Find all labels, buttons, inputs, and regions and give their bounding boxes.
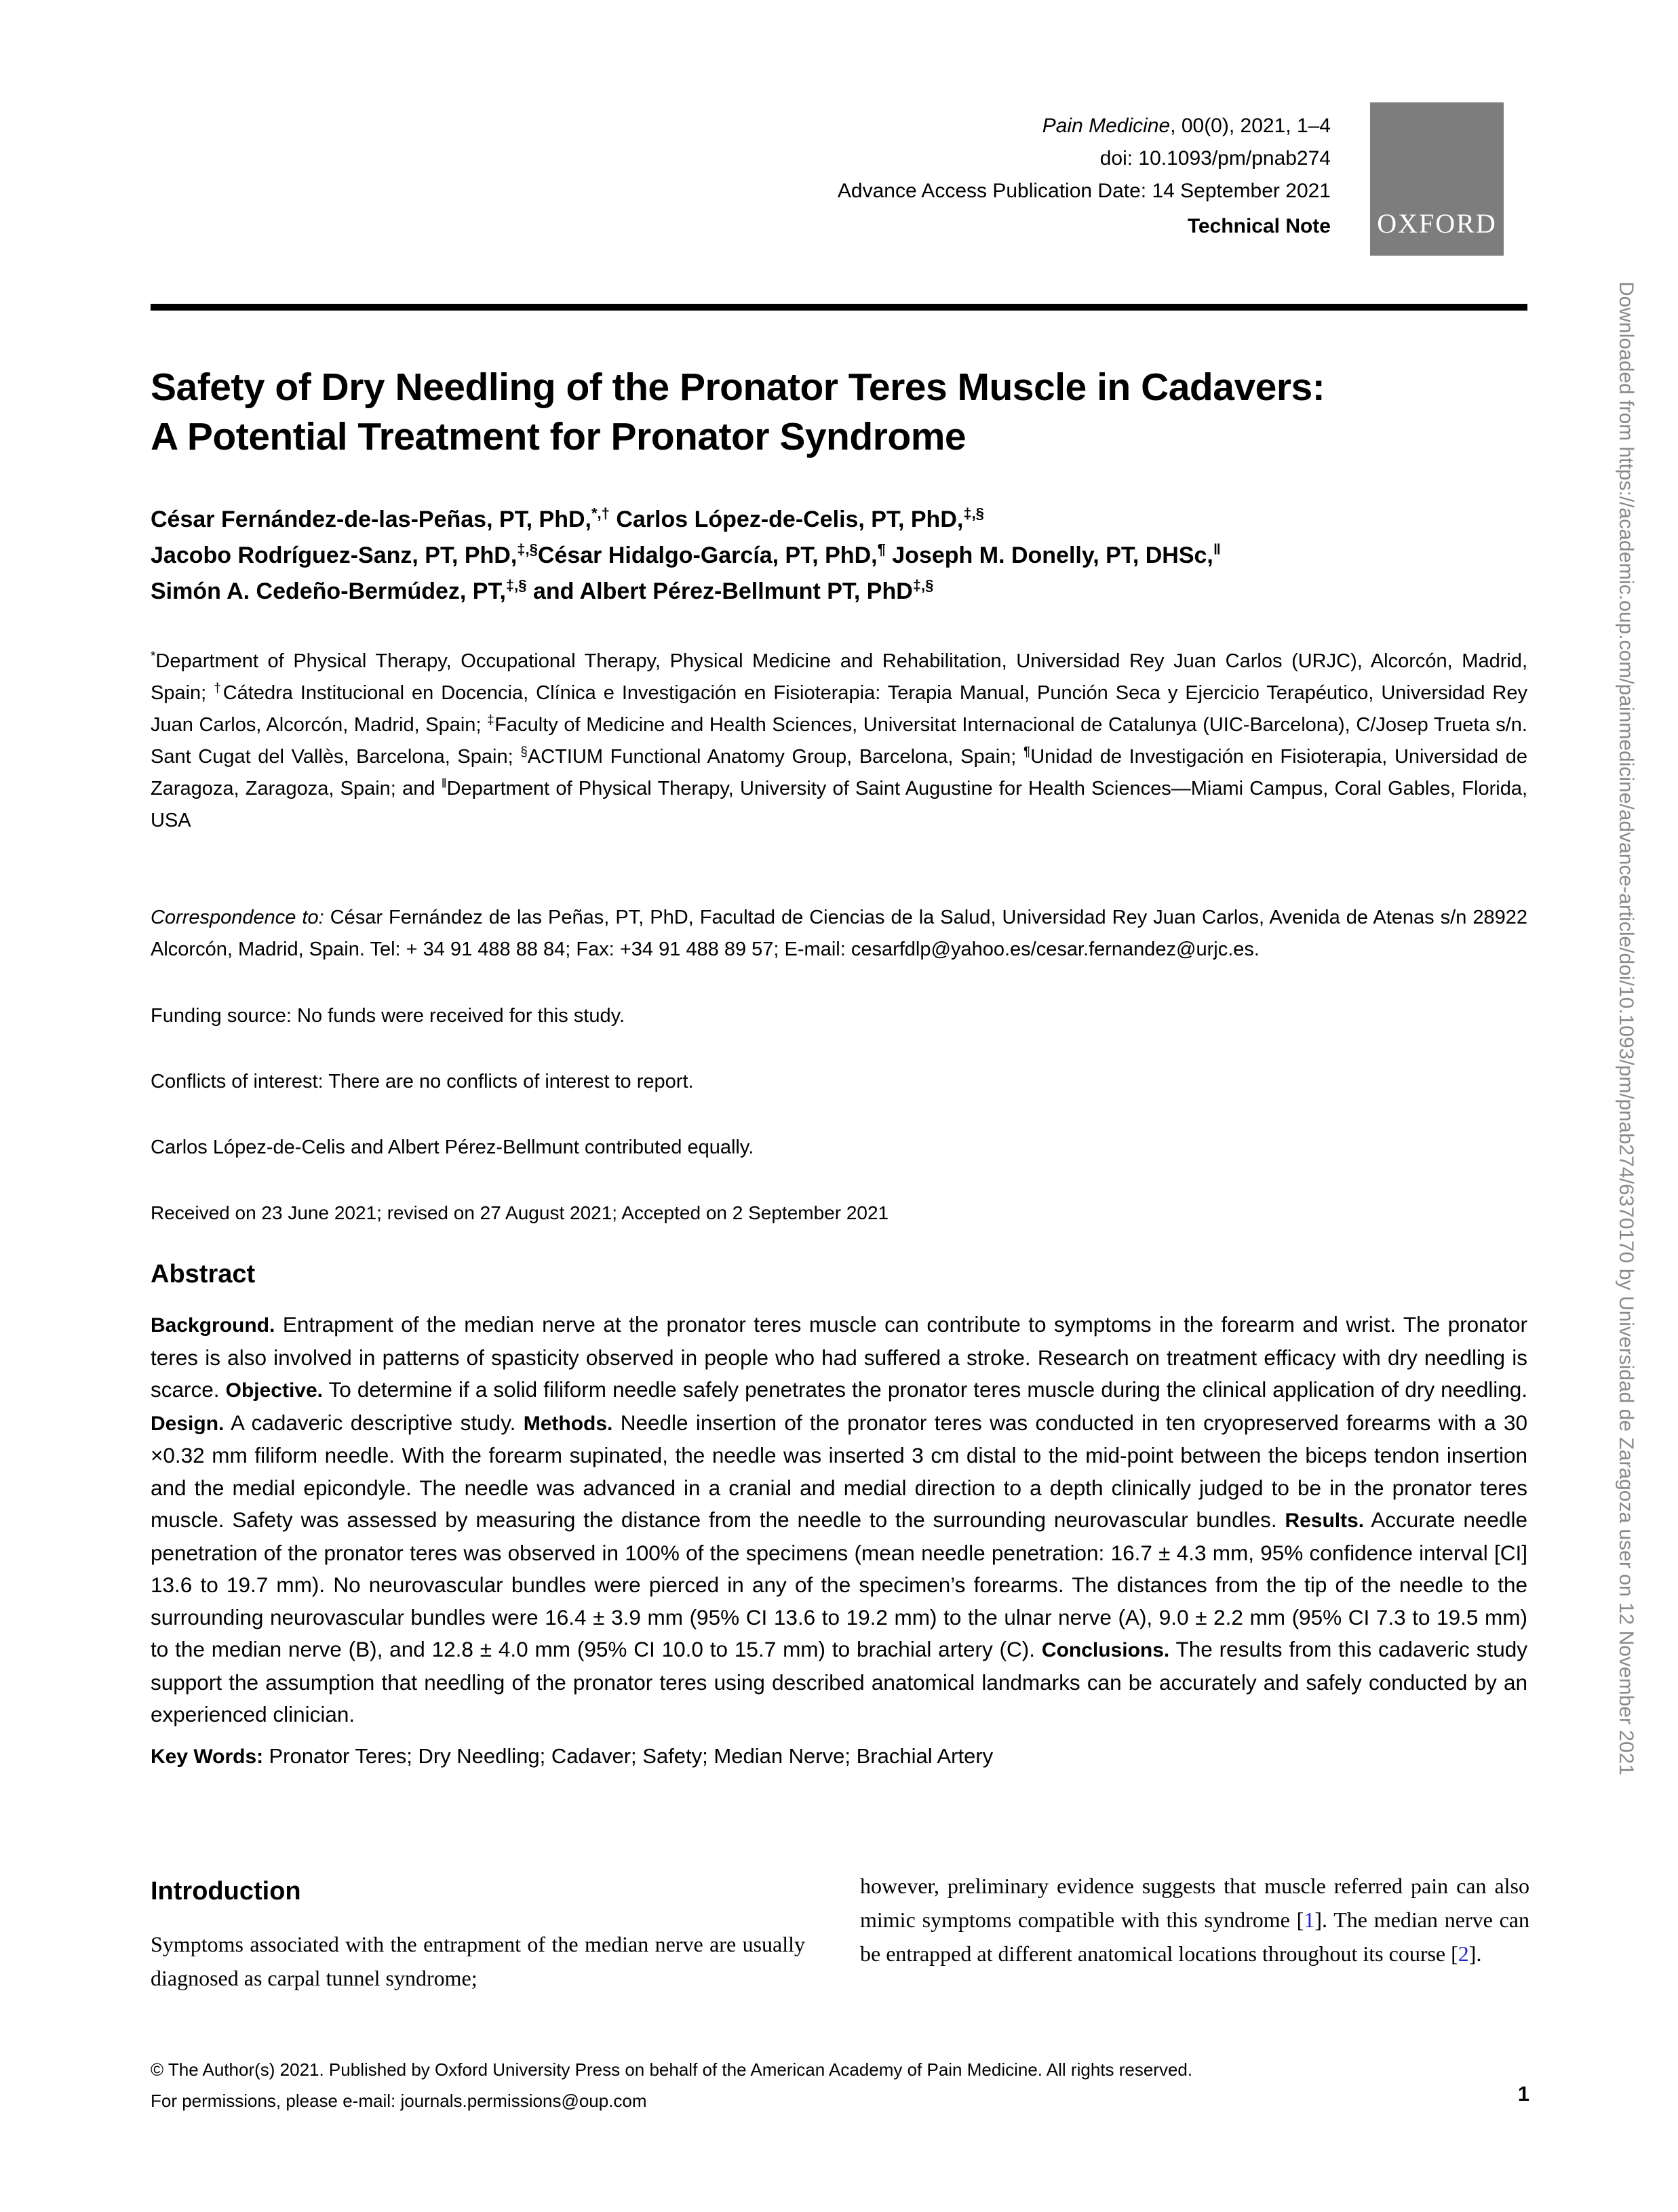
- author-name: Jacobo Rodríguez-Sanz, PT, PhD,: [151, 542, 518, 568]
- author-name: César Hidalgo-García, PT, PhD,: [537, 542, 878, 568]
- intro-text: ].: [1468, 1941, 1482, 1966]
- journal-issue-info: , 00(0), 2021, 1–4: [1170, 115, 1331, 137]
- affiliation-text: ACTIUM Functional Anatomy Group, Barcelona, Spain;: [527, 746, 1023, 768]
- author-line-3: [151, 574, 1527, 610]
- author-affil-marker: ‡,§: [963, 505, 984, 522]
- page-number: 1: [1517, 2082, 1529, 2106]
- abstract-section-label: Background.: [151, 1314, 275, 1337]
- keywords-label: Key Words:: [151, 1745, 269, 1768]
- abstract-section-label: Methods.: [523, 1412, 613, 1435]
- affiliation-text: Department of Physical Therapy, Occupational Therapy, Physical Medicine and Rehabilitation, Universidad Rey Juan Carlos (URJC), Alcorcón, Madrid, Spain;: [151, 650, 1527, 704]
- abstract-section-text: To determine if a solid filiform needle safely penetrates the pronator teres muscle during the clinical application of dry needling.: [323, 1377, 1527, 1402]
- author-affil-marker: ‡,§: [517, 540, 538, 558]
- abstract-text: [151, 1309, 1527, 1731]
- abstract-section-text: Needle insertion of the pronator teres was conducted in ten cryopreserved forearms with a 30 ×0.32 mm filiform needle. With the forearm supinated, the needle was inserted 3 cm distal to the mid-point between the biceps tendon insertion and the medial epicondyle. The needle was advanced in a cranial and medial direction to a depth clinically judged to be in the pronator teres muscle. Safety was assessed by measuring the distance from the needle to the surrounding neurovascular bundles.: [151, 1410, 1528, 1532]
- correspondence: [151, 902, 1527, 966]
- title-line-2: A Potential Treatment for Pronator Syndrome: [151, 415, 967, 458]
- affiliation-marker: ‡: [487, 713, 495, 728]
- copyright-line: © The Author(s) 2021. Published by Oxford University Press on behalf of the American Academy of Pain Medicine. All rights reserved.: [151, 2059, 1193, 2080]
- affiliation-text: Unidad de Investigación en Fisioterapia, Universidad de Zaragoza, Zaragoza, Spain; and: [151, 746, 1527, 799]
- oxford-logo: [1370, 102, 1504, 256]
- abstract-section-text: A cadaveric descriptive study.: [224, 1410, 524, 1435]
- author-line-2: [151, 538, 1527, 574]
- received-dates-note: Received on 23 June 2021; revised on 27 August 2021; Accepted on 2 September 2021: [151, 1202, 889, 1223]
- abstract-section-text: The results from this cadaveric study support the assumption that needling of the pronator teres using described anatomical landmarks can be accurately and safely conducted by an experienced clinician.: [151, 1637, 1528, 1726]
- affiliation-marker: §: [520, 745, 528, 759]
- author-list: [151, 502, 1527, 610]
- keywords-text: Pronator Teres; Dry Needling; Cadaver; Safety; Median Nerve; Brachial Artery: [269, 1744, 994, 1768]
- author-name: Simón A. Cedeño-Bermúdez, PT,: [151, 578, 506, 604]
- affiliation-marker: ¶: [1023, 745, 1031, 759]
- advance-access-line: Advance Access Publication Date: 14 September 2021: [837, 180, 1331, 202]
- author-affil-marker: ‡,§: [912, 576, 934, 594]
- correspondence-label: Correspondence to:: [151, 907, 330, 928]
- abstract-section-text: Accurate needle penetration of the pronator teres was observed in 100% of the specimens (mean needle penetration: 16.7 ± 4.3 mm, 95% confidence interval [CI] 13.6 to 19.7 mm). No neurovascular bundles were pierced in any of the specimen’s forearms. The distances from the tip of the needle to the surrounding neurovascular bundles were 16.4 ± 3.9 mm (95% CI 13.6 to 19.2 mm) to the ulnar nerve (A), 9.0 ± 2.2 mm (95% CI 7.3 to 19.5 mm) to the median nerve (B), and 12.8 ± 4.0 mm (95% CI 10.0 to 15.7 mm) to brachial artery (C).: [151, 1507, 1527, 1661]
- permissions-line: For permissions, please e-mail: journals.permissions@oup.com: [151, 2091, 647, 2111]
- author-affil-marker: ‡,§: [505, 576, 527, 594]
- intro-left-column: Symptoms associated with the entrapment of the median nerve are usually diagnosed as carpal tunnel syndrome;: [151, 1932, 805, 1990]
- download-watermark: Downloaded from https://academic.oup.com/painmedicine/advance-article/doi/10.1093/pm/pnab274/6370170 by Universidad de Zaragoza user on 12 November 2021: [1615, 281, 1637, 1776]
- citation-link-1[interactable]: 1: [1304, 1908, 1315, 1932]
- author-affil-marker: ‖: [1213, 540, 1221, 558]
- affiliation-text: Faculty of Medicine and Health Sciences, Universitat Internacional de Catalunya (UIC-Barcelona), C/Josep Trueta s/n. Sant Cugat del Vallès, Barcelona, Spain;: [151, 714, 1527, 768]
- author-name: and Albert Pérez-Bellmunt PT, PhD: [526, 578, 913, 604]
- affiliation-text: Department of Physical Therapy, University of Saint Augustine for Health Sciences—Miami Campus, Coral Gables, Florida, USA: [151, 778, 1528, 831]
- intro-text: ]. The median nerve can be entrapped at different anatomical locations throughout its course [: [860, 1908, 1530, 1966]
- intro-text: however, preliminary evidence suggests that muscle referred pain can also mimic symptoms compatible with this syndrome [: [860, 1874, 1529, 1932]
- affiliations: [151, 646, 1527, 837]
- abstract-section-label: Design.: [151, 1412, 225, 1435]
- keywords: [151, 1741, 1527, 1772]
- journal-header: [838, 110, 1331, 243]
- abstract-heading: Abstract: [151, 1260, 256, 1288]
- affiliation-marker: ‖: [441, 776, 447, 791]
- author-affil-marker: ¶: [877, 540, 886, 558]
- contributions-note: Carlos López-de-Celis and Albert Pérez-Bellmunt contributed equally.: [151, 1137, 754, 1158]
- intro-right-column: [860, 1869, 1529, 1971]
- title-line-1: Safety of Dry Needling of the Pronator Teres Muscle in Cadavers:: [151, 366, 1325, 409]
- oxford-logo-text: OXFORD: [1377, 208, 1497, 239]
- article-type-label: Technical Note: [1187, 215, 1331, 237]
- journal-citation-line: [838, 110, 1331, 142]
- abstract-section-text: Entrapment of the median nerve at the pronator teres muscle can contribute to symptoms in the forearm and wrist. The pronator teres is also involved in patterns of spasticity observed in people who had suffered a stroke. Research on treatment efficacy with dry needling is scarce.: [151, 1312, 1527, 1402]
- correspondence-text: César Fernández de las Peñas, PT, PhD, Facultad de Ciencias de la Salud, Universidad Rey Juan Carlos, Avenida de Atenas s/n 28922 Alcorcón, Madrid, Spain. Tel: + 34 91 488 88 84; Fax: +34 91 488 89 57; E-mail: cesarfdlp@yahoo.es/cesar.fernandez@urjc.es.: [151, 907, 1527, 960]
- affiliation-marker: *: [151, 649, 156, 664]
- author-line-1: [151, 502, 1527, 538]
- conflicts-note: Conflicts of interest: There are no conflicts of interest to report.: [151, 1071, 694, 1092]
- abstract-section-label: Results.: [1285, 1509, 1365, 1532]
- journal-name: Pain Medicine: [1042, 115, 1171, 137]
- header-divider-rule: [151, 304, 1527, 311]
- author-name: Joseph M. Donelly, PT, DHSc,: [885, 542, 1213, 568]
- author-name: Carlos López-de-Celis, PT, PhD,: [609, 507, 964, 532]
- author-name: César Fernández-de-las-Peñas, PT, PhD,: [151, 507, 591, 532]
- abstract-section-label: Objective.: [225, 1379, 324, 1402]
- abstract-section-label: Conclusions.: [1041, 1639, 1170, 1661]
- section-heading-introduction: Introduction: [151, 1877, 301, 1905]
- affiliation-marker: †: [214, 681, 223, 696]
- author-affil-marker: *,†: [591, 505, 610, 522]
- affiliation-text: Cátedra Institucional en Docencia, Clínica e Investigación en Fisioterapia: Terapia Manual, Punción Seca y Ejercicio Terapéutico, Universidad Rey Juan Carlos, Alcorcón, Madrid, Spain;: [151, 682, 1527, 736]
- doi-line: doi: 10.1093/pm/pnab274: [1099, 147, 1331, 170]
- citation-link-2[interactable]: 2: [1458, 1941, 1469, 1966]
- funding-note: Funding source: No funds were received for this study.: [151, 1005, 625, 1027]
- page-title: [151, 363, 1527, 462]
